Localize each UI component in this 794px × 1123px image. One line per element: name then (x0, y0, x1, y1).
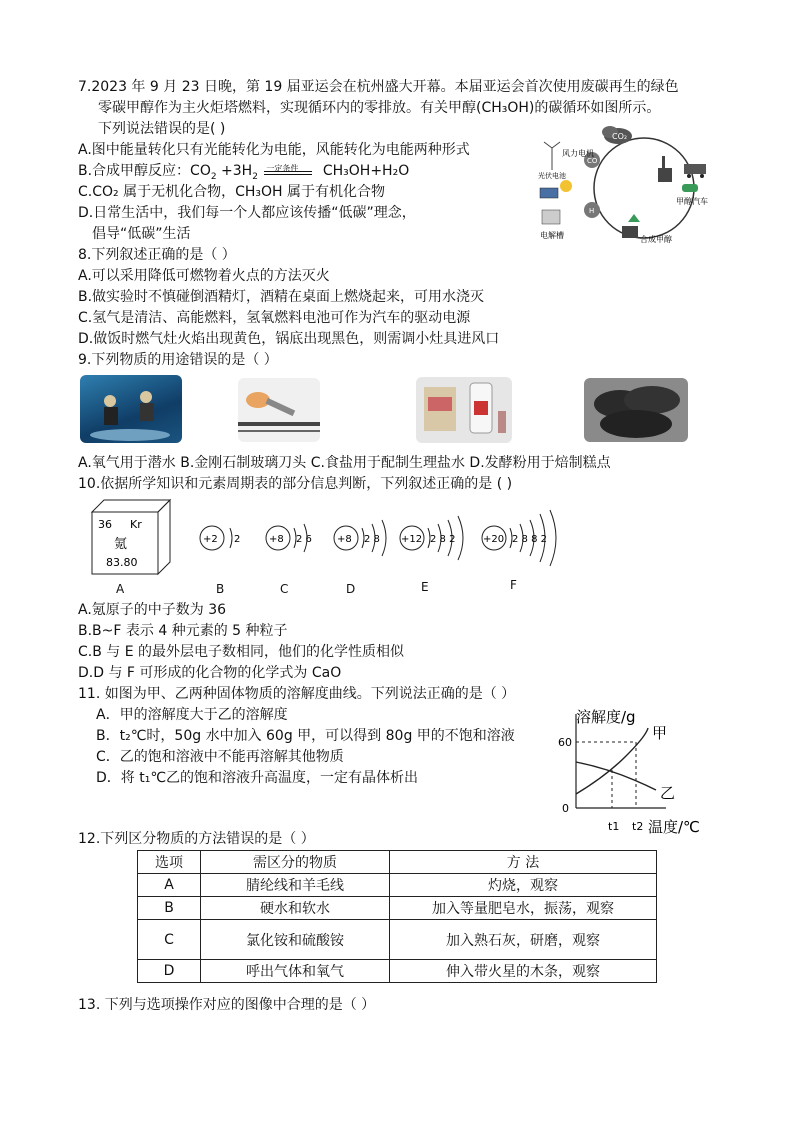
atom-f (482, 510, 556, 566)
atom-d (334, 520, 386, 556)
q11-option-a: A．甲的溶解度大于乙的溶解度 (96, 707, 288, 723)
svg-text:2 8: 2 8 (364, 534, 380, 545)
table-header: 需区分的物质 (201, 851, 390, 874)
wind-label: 风力电机 (562, 149, 594, 158)
truck-icon (684, 164, 706, 178)
q10-option-c: C.B 与 E 的最外层电子数相同，他们的化学性质相似 (78, 644, 405, 660)
y-tick-60: 60 (558, 736, 572, 749)
atom-label-c: C (280, 582, 289, 596)
q10-stem: 10.依据所学知识和元素周期表的部分信息判断，下列叙述正确的是 ( ) (78, 476, 513, 492)
atom-c (266, 524, 312, 552)
curve-jia-label: 甲 (652, 724, 668, 742)
table-cell: 加入等量肥皂水，振荡，观察 (390, 897, 657, 920)
table-cell: 腈纶线和羊毛线 (201, 874, 390, 897)
table-cell: C (138, 920, 201, 960)
table-cell: 硬水和软水 (201, 897, 390, 920)
svg-text:2 6: 2 6 (296, 534, 312, 545)
atom-e (400, 516, 463, 560)
saline-photo (416, 377, 512, 443)
q9-stem: 9.下列物质的用途错误的是（ ） (78, 352, 278, 368)
reaction-arrow: 一定条件 (262, 163, 318, 179)
cycle-arrow-ring (594, 138, 694, 238)
q8-option-b: B.做实验时不慎碰倒酒精灯，酒精在桌面上燃烧起来，可用水浇灭 (78, 289, 485, 305)
svg-text:+20: +20 (483, 534, 505, 545)
q10-option-a: A.氪原子的中子数为 36 (78, 602, 227, 618)
q12-stem: 12.下列区分物质的方法错误的是（ ） (78, 831, 315, 847)
atom-label-b: B (216, 582, 225, 596)
table-cell: 氯化铵和硫酸铵 (201, 920, 390, 960)
car-label: 甲醇汽车 (676, 197, 708, 206)
atom-label-a: A (116, 582, 125, 596)
h-label: H (589, 207, 595, 215)
periodic-table-cell (86, 498, 176, 578)
q7-option-d-line2: 倡导“低碳”生活 (92, 226, 191, 242)
table-cell: 呼出气体和氧气 (201, 960, 390, 983)
atom-b (200, 526, 240, 550)
atomic-number: 36 (98, 518, 112, 531)
table-header-row (138, 851, 657, 874)
q8-option-a: A.可以采用降低可燃物着火点的方法灭火 (78, 268, 330, 284)
q7-option-a: A.图中能量转化只有光能转化为电能，风能转化为电能两种形式 (78, 142, 470, 158)
x-tick-t1: t1 (608, 820, 620, 833)
atom-label-e: E (421, 580, 429, 594)
svg-text:+12: +12 (401, 534, 423, 545)
co2-label: CO₂ (612, 132, 628, 141)
svg-text:2 8 8 2: 2 8 8 2 (512, 534, 547, 545)
table-header: 选项 (138, 851, 201, 874)
factory-icon (658, 156, 672, 182)
q8-option-d: D.做饭时燃气灶火焰出现黄色，锅底出现黑色，则需调小灶具进风口 (78, 331, 500, 347)
synthesis-plant-icon (622, 226, 638, 238)
co-label: CO (587, 157, 598, 165)
q10-option-d: D.D 与 F 可形成的化合物的化学式为 CaO (78, 665, 342, 681)
table-cell: 伸入带火星的木条，观察 (390, 960, 657, 983)
element-name: 氪 (114, 537, 128, 552)
origin-label: 0 (562, 802, 569, 815)
svg-text:+8: +8 (269, 534, 284, 545)
solar-panel-icon (540, 180, 572, 198)
q7-stem-line3: 下列说法错误的是( ) (98, 121, 226, 137)
table-row (138, 960, 657, 983)
recycle-icon (628, 214, 640, 222)
svg-text:+8: +8 (337, 534, 352, 545)
synthesis-label: 合成甲醇 (640, 235, 672, 244)
table-cell: B (138, 897, 201, 920)
q11-stem: 11. 如图为甲、乙两种固体物质的溶解度曲线。下列说法正确的是（ ） (78, 686, 516, 702)
diver-photo (80, 375, 182, 443)
svg-text:2: 2 (234, 534, 241, 545)
curve-yi-label: 乙 (660, 784, 676, 802)
q13-stem: 13. 下列与选项操作对应的图像中合理的是（ ） (78, 997, 376, 1013)
glass-cutter-photo (238, 378, 320, 442)
q9-options: A.氧气用于潜水 B.金刚石制玻璃刀头 C.食盐用于配制生理盐水 D.发酵粉用于焙制糕点 (78, 455, 611, 471)
y-axis-label: 溶解度/g (576, 708, 636, 726)
q7-stem-line2: 零碳甲醇作为主火炬塔燃料，实现循环内的零排放。有关甲醇(CH₃OH)的碳循环如图所示。 (98, 100, 661, 116)
q7-option-d-line1: D.日常生活中，我们每一个人都应该传播“低碳”理念， (78, 205, 416, 221)
wind-turbine-icon (544, 142, 560, 170)
q8-stem: 8.下列叙述正确的是（ ） (78, 247, 236, 263)
svg-text:+2: +2 (203, 534, 218, 545)
atom-label-d: D (346, 582, 356, 596)
carbon-cycle-diagram (536, 126, 716, 246)
q11-option-c: C．乙的饱和溶液中不能再溶解其他物质 (96, 749, 344, 765)
x-tick-t2: t2 (632, 820, 644, 833)
table-row (138, 920, 657, 960)
q12-table (137, 850, 657, 983)
atomic-mass: 83.80 (106, 556, 138, 569)
solar-label: 光伏电池 (538, 172, 566, 180)
atom-label-f: F (510, 578, 517, 592)
cake-photo (584, 378, 688, 442)
table-row (138, 897, 657, 920)
q11-option-d: D．将 t₁℃乙的饱和溶液升高温度，一定有晶体析出 (96, 770, 419, 786)
q7-stem-line1: 7.2023 年 9 月 23 日晚，第 19 届亚运会在杭州盛大开幕。本届亚运会首次使用废碳再生的绿色 (78, 79, 679, 95)
svg-text:2 8 2: 2 8 2 (430, 534, 456, 545)
table-cell: A (138, 874, 201, 897)
table-row (138, 874, 657, 897)
q7-option-c: C.CO₂ 属于无机化合物，CH₃OH 属于有机化合物 (78, 184, 385, 200)
table-cell: D (138, 960, 201, 983)
q11-option-b: B．t₂℃时，50g 水中加入 60g 甲，可以得到 80g 甲的不饱和溶液 (96, 728, 515, 744)
x-axis-label: 温度/℃ (648, 818, 700, 836)
table-cell: 加入熟石灰，研磨，观察 (390, 920, 657, 960)
electrolyzer-icon (542, 210, 560, 224)
solubility-chart (556, 704, 716, 838)
table-cell: 灼烧，观察 (390, 874, 657, 897)
q8-option-c: C.氢气是清洁、高能燃料，氢氧燃料电池可作为汽车的驱动电源 (78, 310, 471, 326)
atom-structure-diagrams (196, 500, 566, 576)
electrolyzer-label: 电解槽 (540, 231, 564, 240)
q7-option-b: B.合成甲醇反应：$CO_2 +3H_2$ 一定条件 CH₃OH+H₂O (78, 163, 410, 182)
element-symbol: Kr (130, 518, 142, 531)
q10-option-b: B.B~F 表示 4 种元素的 5 种粒子 (78, 623, 288, 639)
table-header: 方 法 (390, 851, 657, 874)
methanol-car-icon (682, 184, 698, 192)
